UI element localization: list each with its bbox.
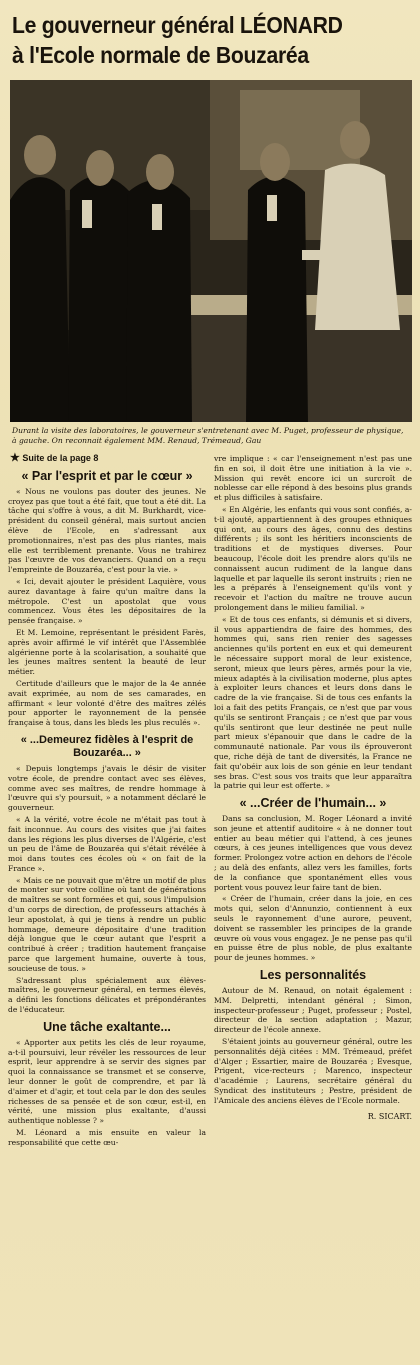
paragraph: M. Léonard a mis ensuite en valeur la responsabilité que cette œu- (8, 1128, 206, 1147)
photo-caption: Durant la visite des laboratoires, le gouverneur s'entretenant avec M. Puget, professeur de physique, à gauche. On reconnait également MM. Renaud, Trémeaud, Gau (12, 426, 404, 445)
continued-label: Suite de la page 8 (22, 453, 99, 463)
subheading: Les personnalités (259, 968, 367, 983)
left-column (8, 454, 206, 1150)
right-column (214, 454, 412, 1150)
paragraph: « A la vérité, votre école ne m'était pas tout à fait inconnue. Au cours des visites que j'ai faites dans les régions les plus diverses de l'Algérie, c'est un peu de l'âme de Bouzaréa qui s'était révélée à moi dans toutes ces écoles où « on fait de la France ». (8, 814, 206, 873)
paragraph: Certitude d'ailleurs que le major de la 4e année avait exprimée, au nom de ses camarades, en affirmant « leur volonté d'être des maîtres zélés pour apporter le rayonnement de la pensée française à tous, dans les bleds les plus reculés ». (8, 678, 206, 728)
paragraph: « Et de tous ces enfants, si démunis et si divers, il vous appartiendra de faire des hommes, des hommes qui, sans rien renier des sagesses anciennes qu'ils portent en eux et qui demeurent le nécessaire support moral de leur existence, seront, mieux que leurs pères, armés pour la vie, mieux adaptés à la civilisation moderne, plus aptes à exploiter leurs chances et leurs dons dans le cadre de la vie française. Si de tous ces enfants la loi a fait des petits Français, ce n'est que par vous qu'ils se sentiront Français ; ce n'est que par vous qu'ils sentiront que leur destinée ne peut nulle part mieux s'épanouir que dans le cadre de la communauté nationale. Par vous ils éprouveront que, riche déjà de tant de diversités, la France ne fait qu'obéir aux lois de son génie en leur tendant ses bras. C'est sous vos traits que leur apparaîtra la patrie qui leur est offerte. » (214, 614, 412, 791)
headline-line-1: Le gouverneur général LÉONARD (12, 12, 343, 38)
article-body (8, 454, 412, 1150)
paragraph: Dans sa conclusion, M. Roger Léonard a invité son jeune et attentif auditoire « à ne donner tout entier au beau métier qui l'attend, à ces jeunes cœurs, à ces jeunes intelligences que vous devez former. Prolongez votre action en dehors de l'école ; au delà des enfants, allez vers les familles, forts de la confiance que spontanément elles vous portent vous pouvez leur faire tant de bien. (214, 814, 412, 892)
paragraph: « Depuis longtemps j'avais le désir de visiter votre école, de prendre contact avec ses élèves, comme avec ses maîtres, de rendre hommage à l'œuvre qui s'y poursuit, » a notamment déclaré le gouverneur. (8, 763, 206, 813)
headline (12, 10, 380, 70)
subheading: Une tâche exaltante... (43, 1019, 171, 1034)
paragraph: Et M. Lemoine, représentant le président Farès, après avoir affirmé le vif intérêt que l'Assemblée algérienne porte à la scolarisation, a souhaité que les jeunes maîtres sentent la beauté de leur métier. (8, 627, 206, 677)
subheading: « ...Demeurez fidèles à l'esprit de Bouzaréa... » (20, 733, 194, 759)
paragraph: « Ici, devait ajouter le président Laquière, vous aurez davantage à faire qu'un maître dans la métropole. C'est un apostolat que vous commencez. Vous êtes les dépositaires de la pensée française. » (8, 576, 206, 626)
continued-from (10, 454, 206, 464)
paragraph: S'adressant plus spécialement aux élèves-maîtres, le gouverneur général, en termes élevés, a défini les fonctions délicates et prépondérantes de l'éducateur. (8, 975, 206, 1015)
star-icon: ★ (10, 452, 20, 464)
author-signature: R. SICART. (367, 1111, 412, 1121)
subheading: « Par l'esprit et par le cœur » (21, 468, 193, 483)
paragraph: « Apporter aux petits les clés de leur royaume, a-t-il poursuivi, leur révéler les ressources de leur esprit, leur apprendre à se servir des signes par quoi la connaissance se transmet et se conserve, leur donner le goût de comprendre, et par là d'aimer et d'agir, et tout cela par le don des seules richesses de sa pensée et de son cœur, est-il, en vérité, une mission plus exaltante, d'aussi authentique noblesse ? » (8, 1037, 206, 1126)
subheading: « ...Créer de l'humain... » (239, 796, 387, 811)
paragraph: S'étaient joints au gouverneur général, outre les personnalités déjà citées : MM. Trémeaud, préfet d'Alger ; Essartier, maire de Bouzaréa ; Evesque, Prigent, vice-recteurs ; Marenco, inspecteur d'académie ; Laurens, secrétaire général du Syndicat des instituteurs ; Pestre, président de l'Amicale des anciens élèves de l'Ecole normale. (214, 1037, 412, 1105)
paragraph: « Nous ne voulons pas douter des jeunes. Ne croyez pas que tout a été fait, que tout a été dit. La tâche qui s'offre à vous, a dit M. Burkhardt, vice-président du conseil général, mais surtout ancien élève de l'Ecole, en s'adressant aux promotionnaires, n'est pas des plus riantes, mais elle est terriblement prenante. Vous ne trahirez pas l'œuvre de vos devanciers. Quand on a reçu l'empreinte de Bouzaréa, c'est pour la vie. » (8, 486, 206, 575)
paragraph: Autour de M. Renaud, on notait également : MM. Delpretti, intendant général ; Simon, inspecteur-professeur ; Puget, professeur ; Postel, directeur de la section adaptation ; Mazur, directeur de l'école annexe. (214, 986, 412, 1035)
paragraph: vre implique : « car l'enseignement n'est pas une fin en soi, il doit être une initiation à la vie ». Mission qui revêt encore ici un surcroît de noblesse car elle répond à des besoins plus grands et plus difficiles à satisfaire. (214, 454, 412, 503)
paragraph: « En Algérie, les enfants qui vous sont confiés, a-t-il ajouté, appartiennent à des groupes ethniques qui ont, au cours des âges, connu des destins différents ; ils sont les héritiers inconscients de traditions et de mystiques diverses. Pour beaucoup, l'école doit les prendre alors qu'ils ne connaissent aucun rudiment de la langue dans laquelle et par laquelle ils seront instruits ; rien ne les a préparés à l'enseignement qu'ils vont y recevoir et l'action du maître ne trouve aucun prolongement dans le milieu familial. » (214, 504, 412, 612)
paragraph: « Mais ce ne pouvait que m'être un motif de plus de monter sur votre colline où tant de générations de maîtres se sont formées et qui, sous l'impulsion d'un corps de direction, de professeurs attachés à leur apostolat, à qui je tiens à rendre un public hommage, demeure dépositaire d'une tradition déjà longue que le cœur autant que l'esprit a contribué à créer ; tradition hautement française parce que largement humaine, ouverte à tous, soucieuse de tous. » (8, 875, 206, 973)
paragraph: « Créer de l'humain, créer dans la joie, en ces mots qui, selon d'Annunzio, contiennent à eux seuls le rayonnement d'une aurore, peuvent, doivent se rassembler les principes de la grande œuvre où vous vous engagez. Je ne pense pas qu'il en puisse être de plus noble, de plus exaltante pour de jeunes hommes. » (214, 894, 412, 963)
headline-line-2: à l'Ecole normale de Bouzaréa (12, 42, 309, 68)
press-photo (10, 80, 412, 422)
